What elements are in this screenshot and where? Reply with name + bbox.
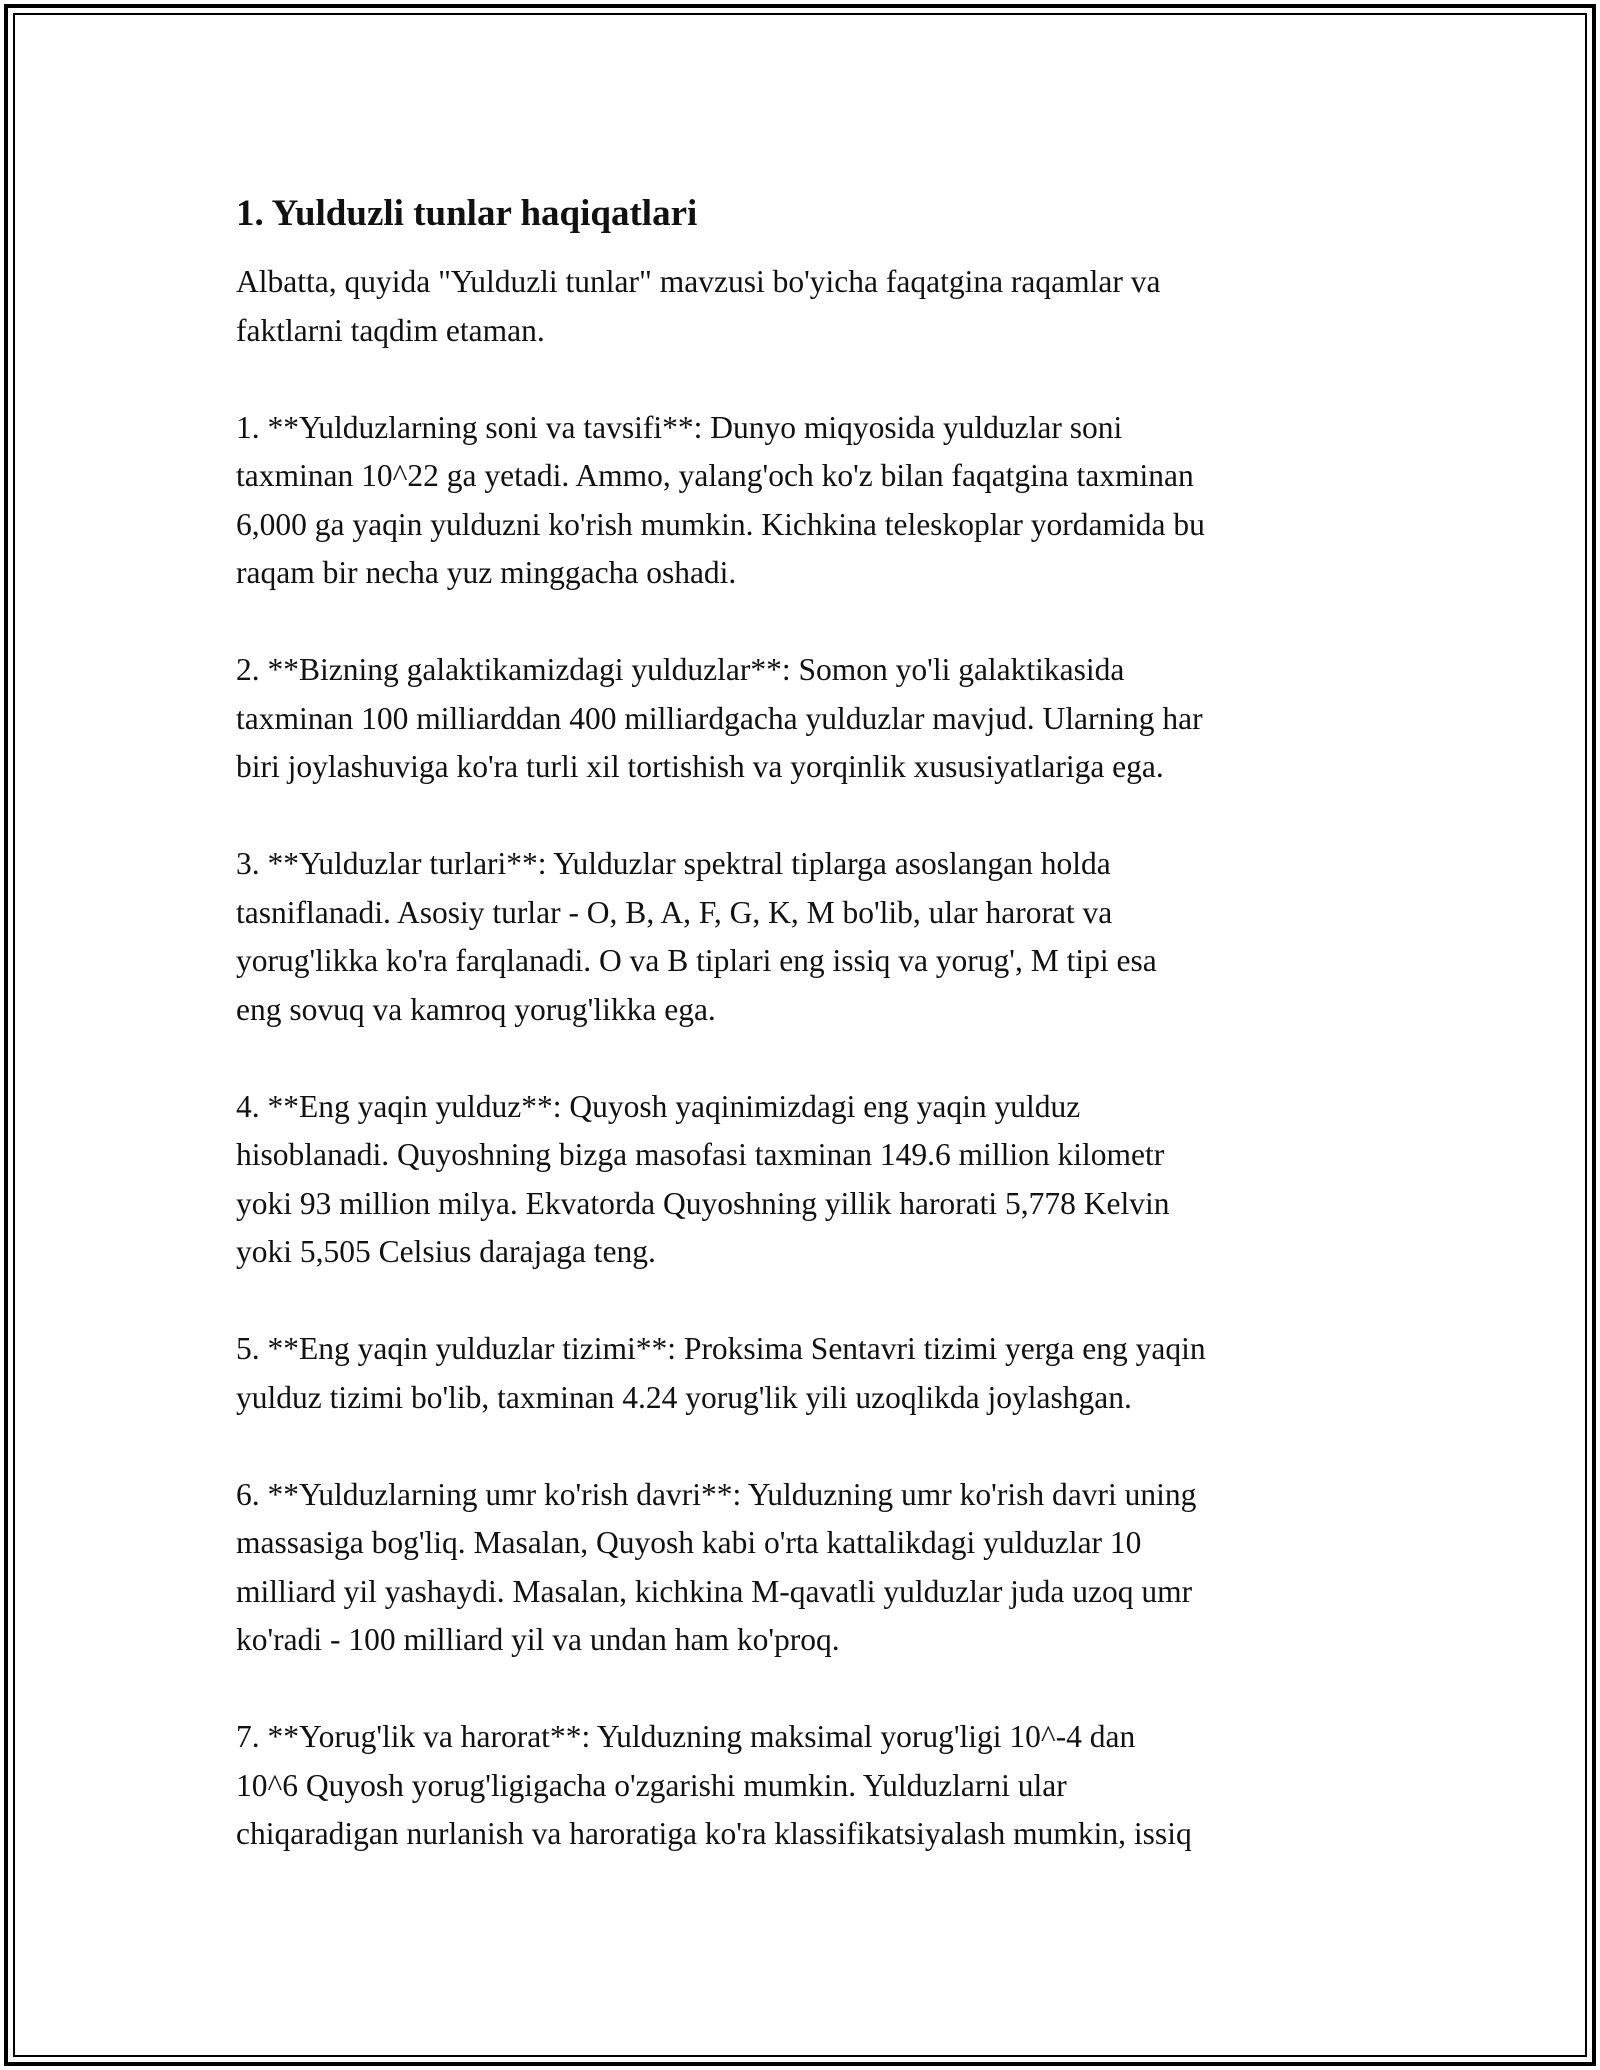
text-line: 6,000 ga yaqin yulduzni ko'rish mumkin. Kichkina teleskoplar yordamida bu (236, 506, 1205, 542)
text-line: 2. **Bizning galaktikamizdagi yulduzlar**: Somon yo'li galaktikasida (236, 652, 1125, 687)
fact-paragraph-2 (236, 646, 1376, 792)
document-title: 1. Yulduzli tunlar haqiqatlari (236, 193, 698, 234)
text-line: yulduz tizimi bo'lib, taxminan 4.24 yorug'lik yili uzoqlikda joylashgan. (236, 1379, 1132, 1415)
text-line: 3. **Yulduzlar turlari**: Yulduzlar spektral tiplarga asoslangan holda (236, 846, 1111, 881)
text-line: 7. **Yorug'lik va harorat**: Yulduzning maksimal yorug'ligi 10^-4 dan (236, 1719, 1136, 1754)
text-line: 5. **Eng yaqin yulduzlar tizimi**: Proksima Sentavri tizimi yerga eng yaqin (236, 1331, 1206, 1366)
text-line: 4. **Eng yaqin yulduz**: Quyosh yaqinimizdagi eng yaqin yulduz (236, 1088, 1081, 1124)
text-line: tasniflanadi. Asosiy turlar - O, B, A, F, G, K, M bo'lib, ular harorat va (236, 894, 1113, 930)
text-line: 1. **Yulduzlarning soni va tavsifi**: Dunyo miqyosida yulduzlar soni (236, 409, 1123, 445)
text-line: yoki 93 million milya. Ekvatorda Quyoshning yillik harorati 5,778 Kelvin (236, 1185, 1170, 1221)
text-line: hisoblanadi. Quyoshning bizga masofasi taxminan 149.6 million kilometr (236, 1137, 1165, 1172)
intro-paragraph (236, 258, 1376, 355)
text-line: massasiga bog'liq. Masalan, Quyosh kabi o'rta kattalikdagi yulduzlar 10 (236, 1525, 1142, 1560)
text-line: taxminan 10^22 ga yetadi. Ammo, yalang'och ko'z bilan faqatgina taxminan (236, 458, 1194, 493)
text-line: faktlarni taqdim etaman. (236, 312, 545, 348)
text-line: eng sovuq va kamroq yorug'likka ega. (236, 991, 716, 1027)
text-line: yoki 5,505 Celsius darajaga teng. (236, 1234, 656, 1269)
text-line: ko'radi - 100 milliard yil va undan ham ko'proq. (236, 1622, 840, 1657)
text-line: 6. **Yulduzlarning umr ko'rish davri**: Yulduzning umr ko'rish davri uning (236, 1476, 1197, 1512)
text-line: yorug'likka ko'ra farqlanadi. O va B tiplari eng issiq va yorug', M tipi esa (236, 943, 1157, 978)
text-line: chiqaradigan nurlanish va haroratiga ko'ra klassifikatsiyalash mumkin, issiq (236, 1816, 1192, 1851)
text-line: taxminan 100 milliarddan 400 milliardgacha yulduzlar mavjud. Ularning har (236, 700, 1203, 736)
fact-paragraph-7 (236, 1713, 1376, 1859)
fact-paragraph-3 (236, 840, 1376, 1034)
text-line: 10^6 Quyosh yorug'ligigacha o'zgarishi mumkin. Yulduzlarni ular (236, 1767, 1067, 1803)
document-body (236, 186, 1376, 1907)
fact-paragraph-4 (236, 1083, 1376, 1277)
fact-paragraph-1 (236, 404, 1376, 598)
text-line: milliard yil yashaydi. Masalan, kichkina M-qavatli yulduzlar juda uzoq umr (236, 1573, 1193, 1609)
text-line: raqam bir necha yuz minggacha oshadi. (236, 555, 737, 590)
fact-paragraph-6 (236, 1471, 1376, 1665)
text-line: Albatta, quyida "Yulduzli tunlar" mavzusi bo'yicha faqatgina raqamlar va (236, 264, 1161, 299)
fact-paragraph-5 (236, 1325, 1376, 1422)
text-line: biri joylashuviga ko'ra turli xil tortishish va yorqinlik xususiyatlariga ega. (236, 749, 1164, 784)
